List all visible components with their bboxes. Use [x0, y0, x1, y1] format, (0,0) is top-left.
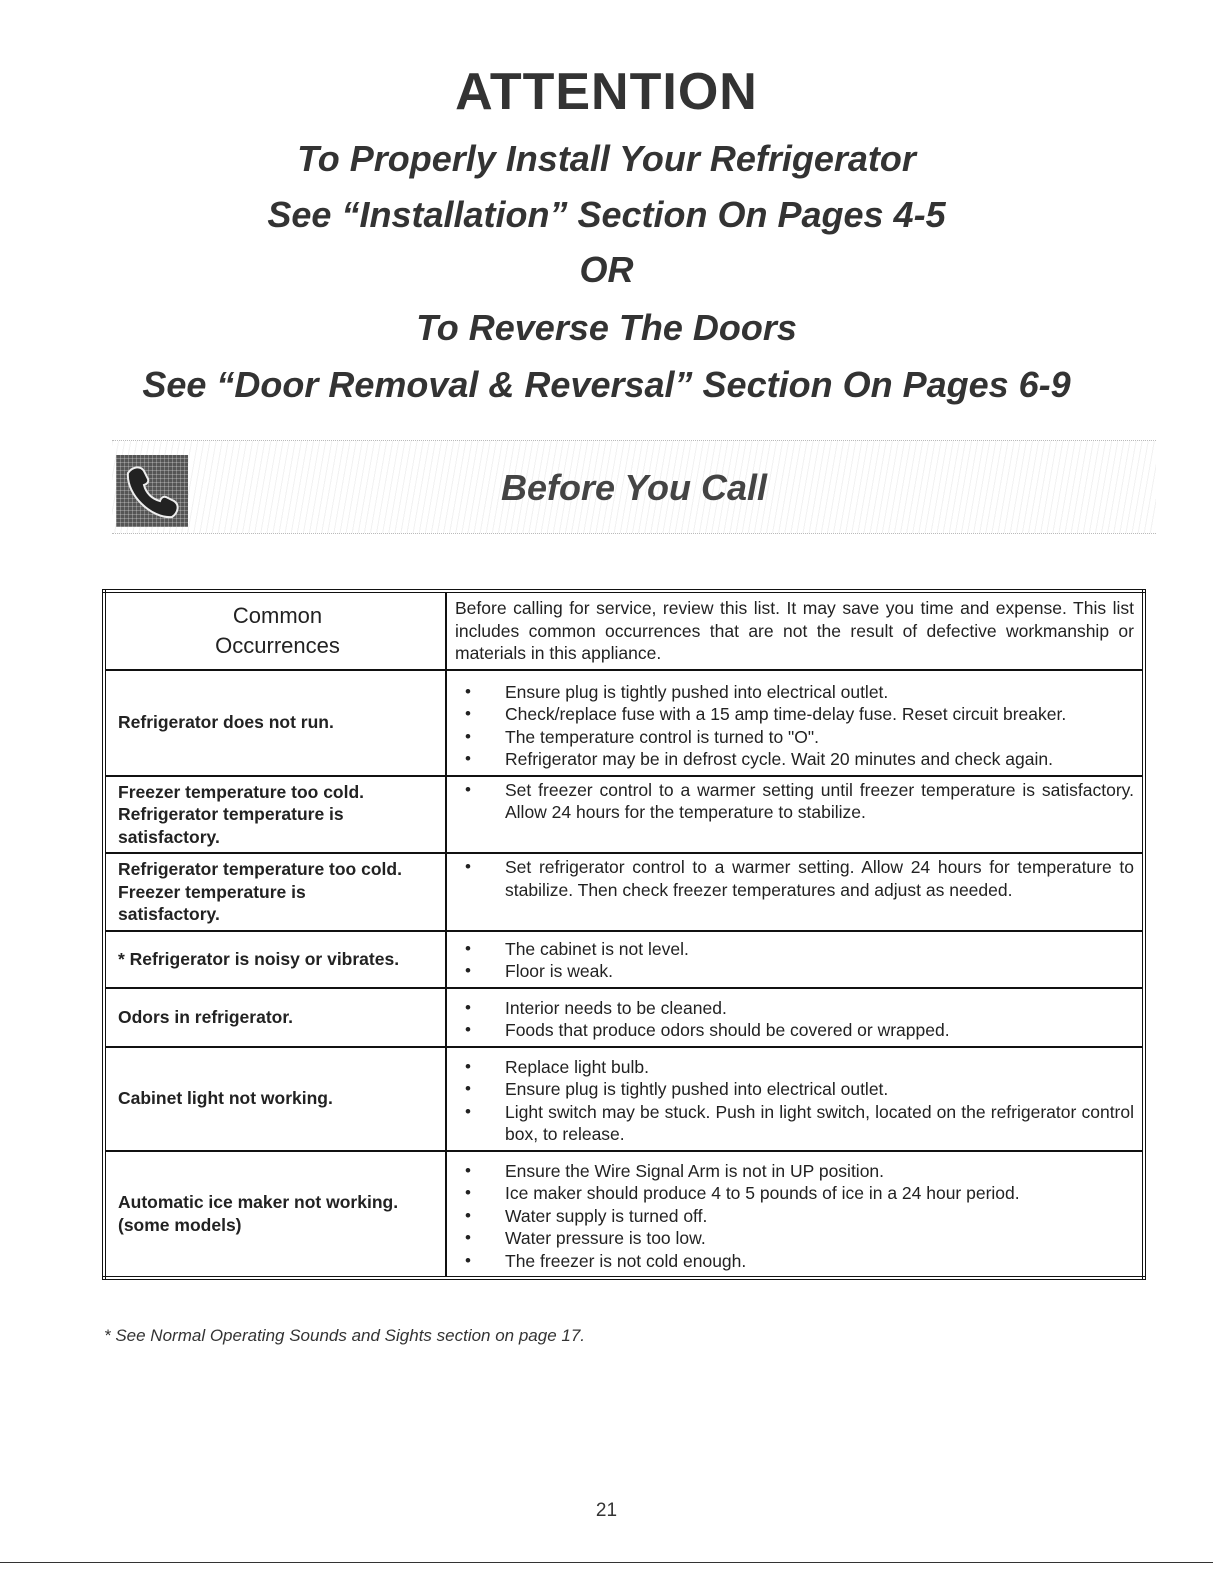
solution-item: • Ensure plug is tightly pushed into electrical outlet.: [459, 1078, 1134, 1101]
before-you-call-banner: [112, 440, 1156, 534]
table-header-row: [104, 591, 1144, 670]
heading-install-pages: See “Installation” Section On Pages 4-5: [267, 194, 946, 235]
problem-cell: [104, 988, 446, 1047]
solution-list: [459, 681, 1134, 771]
problem-text: Odors in refrigerator.: [118, 1006, 294, 1027]
common-occurrences-table: [102, 589, 1146, 1280]
problem-cell: [104, 670, 446, 776]
solution-item: • Light switch may be stuck. Push in light switch, located on the refrigerator control box, to release.: [459, 1101, 1134, 1146]
solution-item: • Refrigerator may be in defrost cycle. Wait 20 minutes and check again.: [459, 748, 1134, 771]
solution-cell: [446, 853, 1144, 931]
problem-text: Freezer temperature too cold.: [118, 781, 365, 802]
table-row: [104, 931, 1144, 988]
problem-text: (some models): [118, 1214, 242, 1235]
page-number: 21: [595, 1500, 618, 1521]
solution-item: • Ensure plug is tightly pushed into electrical outlet.: [459, 681, 1134, 704]
solution-cell: [446, 988, 1144, 1047]
solution-list: [459, 1056, 1134, 1146]
table-row: [104, 670, 1144, 776]
table-heading-line: Occurrences: [215, 632, 340, 658]
heading-reverse-pages: See “Door Removal & Reversal” Section On Pages 6-9: [142, 364, 1071, 405]
banner-title: Before You Call: [500, 467, 768, 508]
problem-text: Refrigerator temperature too cold.: [118, 859, 402, 879]
solution-item: • Water supply is turned off.: [459, 1205, 1134, 1228]
solution-item: • Ensure the Wire Signal Arm is not in UP position.: [459, 1160, 1134, 1183]
table-row: [104, 1151, 1144, 1279]
problem-text: satisfactory.: [118, 904, 220, 924]
problem-cell: [104, 1151, 446, 1279]
problem-text: Cabinet light not working.: [118, 1088, 333, 1109]
solution-item: • Set freezer control to a warmer setting until freezer temperature is satisfactory. Allow 24 hours for the temperature to stabilize.: [459, 779, 1134, 824]
problem-cell: [104, 1047, 446, 1151]
table-heading: [104, 591, 446, 670]
solution-item: • Check/replace fuse with a 15 amp time-delay fuse. Reset circuit breaker.: [459, 703, 1134, 726]
solution-item: • The freezer is not cold enough.: [459, 1250, 1134, 1273]
solution-item: • The cabinet is not level.: [459, 938, 1134, 961]
solution-cell: [446, 776, 1144, 854]
solution-item: • Replace light bulb.: [459, 1056, 1134, 1079]
table-row: [104, 988, 1144, 1047]
solution-item: • Ice maker should produce 4 to 5 pounds of ice in a 24 hour period.: [459, 1182, 1134, 1205]
heading-install: To Properly Install Your Refrigerator: [297, 138, 916, 179]
solution-item: • Foods that produce odors should be covered or wrapped.: [459, 1019, 1134, 1042]
problem-text: Refrigerator temperature is: [118, 804, 344, 824]
table-intro: Before calling for service, review this list. It may save you time and expense. This list includes common occurrences that are not the result of defective workmanship or materials in this appliance.: [446, 591, 1144, 670]
problem-cell: [104, 776, 446, 854]
solution-item: • Interior needs to be cleaned.: [459, 997, 1134, 1020]
solution-list: [459, 856, 1134, 901]
solution-item: • Set refrigerator control to a warmer setting. Allow 24 hours for temperature to stabilize. Then check freezer temperatures and adjust as needed.: [459, 856, 1134, 901]
table-heading-line: Common: [232, 602, 323, 628]
solution-cell: [446, 1151, 1144, 1279]
solution-list: [459, 779, 1134, 824]
table-row: [104, 1047, 1144, 1151]
solution-cell: [446, 670, 1144, 776]
footnote: * See Normal Operating Sounds and Sights section on page 17.: [104, 1326, 586, 1345]
table-row: [104, 776, 1144, 854]
page-title: ATTENTION: [455, 63, 758, 121]
problem-text: satisfactory.: [118, 826, 220, 847]
bottom-rule: [0, 1562, 1213, 1563]
problem-text: * Refrigerator is noisy or vibrates.: [118, 948, 400, 969]
problem-text: Freezer temperature is: [118, 881, 306, 902]
solution-list: [459, 938, 1134, 983]
problem-cell: [104, 853, 446, 931]
solution-item: • The temperature control is turned to "O".: [459, 726, 1134, 749]
table-row: [104, 853, 1144, 931]
problem-cell: [104, 931, 446, 988]
heading-reverse-doors: To Reverse The Doors: [416, 307, 797, 348]
solution-cell: [446, 931, 1144, 988]
solution-item: • Water pressure is too low.: [459, 1227, 1134, 1250]
solution-list: [459, 997, 1134, 1042]
problem-text: Refrigerator does not run.: [118, 712, 334, 733]
problem-text: Automatic ice maker not working.: [118, 1192, 399, 1213]
heading-or: OR: [579, 249, 634, 290]
solution-list: [459, 1160, 1134, 1273]
solution-item: • Floor is weak.: [459, 960, 1134, 983]
solution-cell: [446, 1047, 1144, 1151]
